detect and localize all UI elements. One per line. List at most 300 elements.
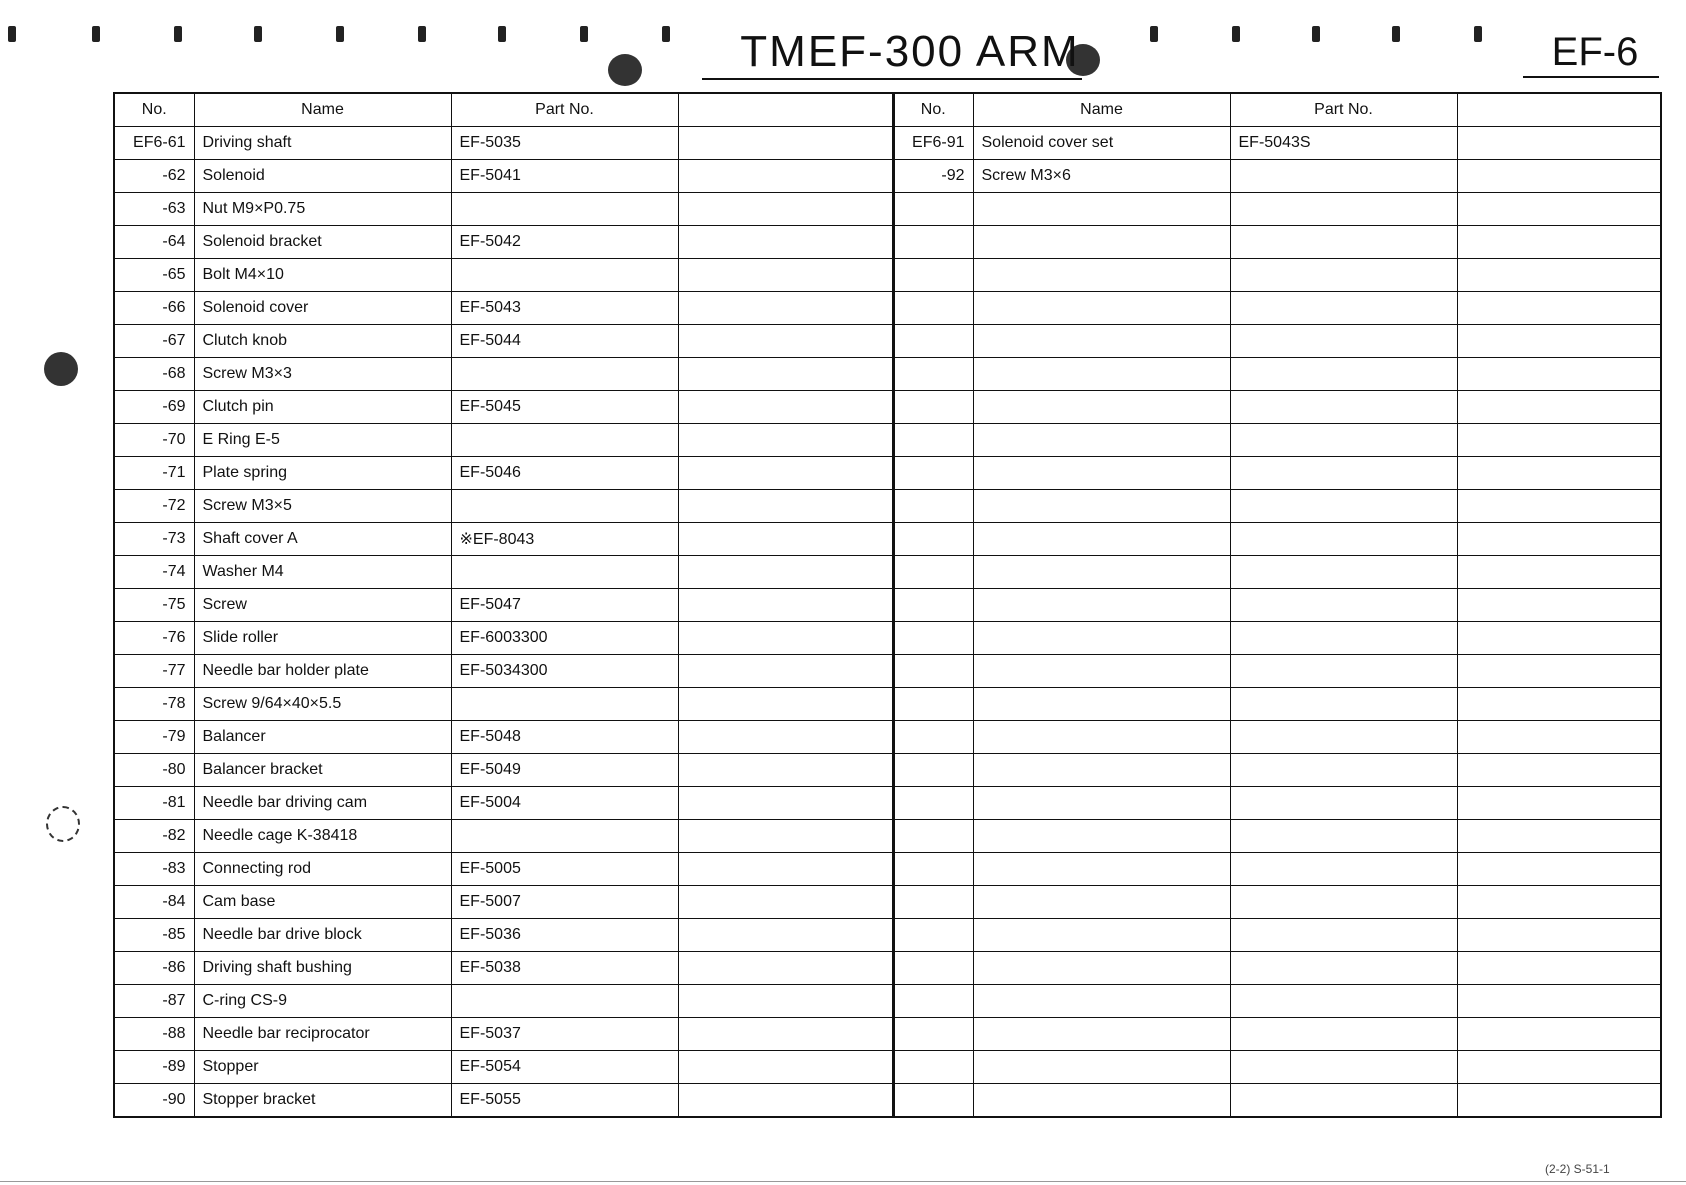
- table-row: [114, 292, 894, 325]
- punch-hole-ring: [46, 806, 80, 842]
- part-name: Clutch knob: [194, 325, 451, 358]
- table-row: [893, 457, 1661, 490]
- part-number-index: [893, 358, 973, 391]
- table-row: [114, 160, 894, 193]
- part-number-index: [893, 688, 973, 721]
- part-name: Screw 9/64×40×5.5: [194, 688, 451, 721]
- part-code: [1230, 787, 1457, 820]
- part-number-index: -85: [114, 919, 194, 952]
- part-code: EF-5036: [451, 919, 678, 952]
- part-number-index: [893, 886, 973, 919]
- remarks-cell: [678, 721, 894, 754]
- part-name: [973, 787, 1230, 820]
- column-header-no: No.: [893, 93, 973, 127]
- part-name: [973, 325, 1230, 358]
- table-row: [114, 589, 894, 622]
- binder-hole-mark: [254, 26, 262, 42]
- part-number-index: -83: [114, 853, 194, 886]
- remarks-cell: [678, 226, 894, 259]
- part-code: EF-6003300: [451, 622, 678, 655]
- table-row: [893, 1018, 1661, 1051]
- part-name: Balancer bracket: [194, 754, 451, 787]
- remarks-cell: [1457, 523, 1661, 556]
- part-name: Stopper: [194, 1051, 451, 1084]
- remarks-cell: [678, 820, 894, 853]
- remarks-cell: [678, 193, 894, 226]
- part-number-index: -76: [114, 622, 194, 655]
- punch-hole-blot: [44, 352, 78, 386]
- part-name: Shaft cover A: [194, 523, 451, 556]
- part-number-index: [893, 1084, 973, 1118]
- binder-hole-mark: [580, 26, 588, 42]
- part-name: Slide roller: [194, 622, 451, 655]
- part-code: [1230, 622, 1457, 655]
- part-name: Nut M9×P0.75: [194, 193, 451, 226]
- part-name: Solenoid cover: [194, 292, 451, 325]
- table-row: [114, 556, 894, 589]
- remarks-cell: [1457, 622, 1661, 655]
- table-row: [114, 127, 894, 160]
- remarks-cell: [678, 886, 894, 919]
- part-code: EF-5035: [451, 127, 678, 160]
- remarks-cell: [1457, 1084, 1661, 1118]
- part-code: [451, 985, 678, 1018]
- part-number-index: [893, 1051, 973, 1084]
- part-number-index: [893, 391, 973, 424]
- column-header-blank: [678, 93, 894, 127]
- part-code: [1230, 1018, 1457, 1051]
- table-row: [114, 985, 894, 1018]
- remarks-cell: [678, 1051, 894, 1084]
- part-code: [1230, 556, 1457, 589]
- part-name: [973, 1084, 1230, 1118]
- remarks-cell: [1457, 655, 1661, 688]
- part-name: Cam base: [194, 886, 451, 919]
- remarks-cell: [678, 1018, 894, 1051]
- part-number-index: [893, 1018, 973, 1051]
- page-bottom-rule: [0, 1181, 1686, 1182]
- part-name: Stopper bracket: [194, 1084, 451, 1118]
- remarks-cell: [1457, 226, 1661, 259]
- part-code: EF-5034300: [451, 655, 678, 688]
- part-number-index: -84: [114, 886, 194, 919]
- part-name: Plate spring: [194, 457, 451, 490]
- title-underline: [702, 78, 1082, 80]
- part-code: [1230, 193, 1457, 226]
- remarks-cell: [1457, 688, 1661, 721]
- part-code: [1230, 589, 1457, 622]
- part-number-index: -80: [114, 754, 194, 787]
- remarks-cell: [1457, 424, 1661, 457]
- remarks-cell: [678, 1084, 894, 1118]
- table-row: [893, 1051, 1661, 1084]
- part-name: Solenoid bracket: [194, 226, 451, 259]
- part-name: [973, 490, 1230, 523]
- table-row: [114, 523, 894, 556]
- remarks-cell: [1457, 556, 1661, 589]
- part-name: Screw: [194, 589, 451, 622]
- table-row: [893, 259, 1661, 292]
- table-row: [893, 853, 1661, 886]
- remarks-cell: [678, 589, 894, 622]
- part-name: Clutch pin: [194, 391, 451, 424]
- part-code: EF-5043S: [1230, 127, 1457, 160]
- part-code: [451, 259, 678, 292]
- table-row: [114, 358, 894, 391]
- part-code: [1230, 985, 1457, 1018]
- part-name: Needle cage K-38418: [194, 820, 451, 853]
- part-name: [973, 655, 1230, 688]
- part-name: [973, 721, 1230, 754]
- remarks-cell: [1457, 193, 1661, 226]
- table-row: [114, 886, 894, 919]
- part-number-index: [893, 655, 973, 688]
- part-code: [1230, 688, 1457, 721]
- table-row: [114, 193, 894, 226]
- table-row: [114, 853, 894, 886]
- part-name: Washer M4: [194, 556, 451, 589]
- part-code: [1230, 325, 1457, 358]
- part-name: [973, 457, 1230, 490]
- binder-hole-mark: [92, 26, 100, 42]
- part-code: [451, 556, 678, 589]
- binder-hole-mark: [174, 26, 182, 42]
- part-name: Needle bar driving cam: [194, 787, 451, 820]
- remarks-cell: [678, 259, 894, 292]
- part-number-index: [893, 820, 973, 853]
- part-number-index: -68: [114, 358, 194, 391]
- table-row: [114, 952, 894, 985]
- part-code: [1230, 1051, 1457, 1084]
- table-row: [893, 655, 1661, 688]
- part-name: Driving shaft: [194, 127, 451, 160]
- part-number-index: -87: [114, 985, 194, 1018]
- table-header-row: [114, 93, 894, 127]
- table-row: [893, 391, 1661, 424]
- table-row: [893, 919, 1661, 952]
- part-number-index: -79: [114, 721, 194, 754]
- remarks-cell: [678, 655, 894, 688]
- part-number-index: [893, 787, 973, 820]
- part-number-index: [893, 853, 973, 886]
- part-name: [973, 985, 1230, 1018]
- part-code: EF-5046: [451, 457, 678, 490]
- part-code: [1230, 655, 1457, 688]
- part-number-index: EF6-91: [893, 127, 973, 160]
- part-code: [1230, 853, 1457, 886]
- parts-table-right-body: [893, 127, 1661, 1118]
- table-row: [114, 820, 894, 853]
- part-code: EF-5048: [451, 721, 678, 754]
- part-number-index: [893, 424, 973, 457]
- remarks-cell: [678, 424, 894, 457]
- remarks-cell: [1457, 589, 1661, 622]
- part-code: [451, 490, 678, 523]
- table-row: [114, 1018, 894, 1051]
- part-name: E Ring E-5: [194, 424, 451, 457]
- table-row: [114, 721, 894, 754]
- remarks-cell: [1457, 457, 1661, 490]
- part-number-index: -69: [114, 391, 194, 424]
- remarks-cell: [1457, 919, 1661, 952]
- part-number-index: [893, 226, 973, 259]
- part-name: Needle bar reciprocator: [194, 1018, 451, 1051]
- binder-hole-mark: [1232, 26, 1240, 42]
- table-row: [114, 391, 894, 424]
- part-number-index: -66: [114, 292, 194, 325]
- remarks-cell: [678, 391, 894, 424]
- part-name: [973, 358, 1230, 391]
- part-code: EF-5043: [451, 292, 678, 325]
- part-number-index: [893, 325, 973, 358]
- part-code: [451, 193, 678, 226]
- part-code: EF-5054: [451, 1051, 678, 1084]
- part-number-index: -82: [114, 820, 194, 853]
- part-name: [973, 193, 1230, 226]
- table-row: [114, 655, 894, 688]
- remarks-cell: [678, 787, 894, 820]
- part-code: [451, 820, 678, 853]
- binder-hole-mark: [1474, 26, 1482, 42]
- table-row: [893, 1084, 1661, 1118]
- part-number-index: -72: [114, 490, 194, 523]
- part-number-index: [893, 259, 973, 292]
- part-code: ※EF-8043: [451, 523, 678, 556]
- part-code: EF-5037: [451, 1018, 678, 1051]
- remarks-cell: [678, 358, 894, 391]
- part-code: [451, 688, 678, 721]
- part-number-index: [893, 490, 973, 523]
- part-code: [1230, 721, 1457, 754]
- binder-hole-mark: [1312, 26, 1320, 42]
- punch-hole-blot: [608, 54, 642, 86]
- part-name: [973, 886, 1230, 919]
- remarks-cell: [1457, 391, 1661, 424]
- part-number-index: -65: [114, 259, 194, 292]
- remarks-cell: [1457, 160, 1661, 193]
- part-code: [1230, 259, 1457, 292]
- part-number-index: [893, 622, 973, 655]
- part-number-index: [893, 556, 973, 589]
- parts-table-right: [892, 92, 1662, 1118]
- part-name: [973, 259, 1230, 292]
- part-number-index: [893, 985, 973, 1018]
- remarks-cell: [678, 556, 894, 589]
- remarks-cell: [1457, 325, 1661, 358]
- remarks-cell: [678, 985, 894, 1018]
- part-number-index: -70: [114, 424, 194, 457]
- column-header-blank: [1457, 93, 1661, 127]
- table-row: [893, 127, 1661, 160]
- table-row: [114, 490, 894, 523]
- binder-hole-mark: [418, 26, 426, 42]
- part-name: Needle bar holder plate: [194, 655, 451, 688]
- part-name: [973, 622, 1230, 655]
- part-number-index: EF6-61: [114, 127, 194, 160]
- part-code: [1230, 391, 1457, 424]
- part-code: EF-5005: [451, 853, 678, 886]
- part-number-index: -73: [114, 523, 194, 556]
- part-code: [1230, 1084, 1457, 1118]
- parts-table-left-body: [114, 127, 894, 1118]
- part-number-index: -64: [114, 226, 194, 259]
- part-name: Screw M3×3: [194, 358, 451, 391]
- part-code: [1230, 754, 1457, 787]
- part-name: [973, 391, 1230, 424]
- remarks-cell: [1457, 985, 1661, 1018]
- remarks-cell: [678, 919, 894, 952]
- remarks-cell: [678, 292, 894, 325]
- table-row: [893, 358, 1661, 391]
- remarks-cell: [678, 622, 894, 655]
- remarks-cell: [678, 853, 894, 886]
- part-number-index: -62: [114, 160, 194, 193]
- binder-hole-mark: [662, 26, 670, 42]
- table-row: [893, 985, 1661, 1018]
- table-row: [114, 259, 894, 292]
- table-row: [893, 424, 1661, 457]
- part-name: [973, 853, 1230, 886]
- part-name: Bolt M4×10: [194, 259, 451, 292]
- table-row: [114, 226, 894, 259]
- part-number-index: -74: [114, 556, 194, 589]
- part-code: [1230, 952, 1457, 985]
- part-number-index: [893, 919, 973, 952]
- part-code: [1230, 358, 1457, 391]
- binder-hole-mark: [336, 26, 344, 42]
- part-name: [973, 226, 1230, 259]
- remarks-cell: [1457, 886, 1661, 919]
- part-name: [973, 1051, 1230, 1084]
- part-code: EF-5047: [451, 589, 678, 622]
- table-row: [893, 490, 1661, 523]
- table-row: [114, 325, 894, 358]
- binder-hole-mark: [1150, 26, 1158, 42]
- table-row: [893, 556, 1661, 589]
- part-name: [973, 820, 1230, 853]
- remarks-cell: [1457, 820, 1661, 853]
- table-row: [893, 754, 1661, 787]
- page-title: TMEF-300 ARM: [740, 27, 1080, 76]
- part-code: EF-5038: [451, 952, 678, 985]
- table-row: [893, 820, 1661, 853]
- part-code: [451, 358, 678, 391]
- column-header-name: Name: [973, 93, 1230, 127]
- part-code: [1230, 292, 1457, 325]
- table-row: [114, 787, 894, 820]
- part-name: [973, 556, 1230, 589]
- binder-hole-mark: [1392, 26, 1400, 42]
- part-code: [451, 424, 678, 457]
- part-name: Solenoid cover set: [973, 127, 1230, 160]
- part-code: EF-5055: [451, 1084, 678, 1118]
- part-number-index: -67: [114, 325, 194, 358]
- column-header-name: Name: [194, 93, 451, 127]
- part-name: [973, 952, 1230, 985]
- remarks-cell: [1457, 853, 1661, 886]
- part-number-index: [893, 457, 973, 490]
- remarks-cell: [678, 523, 894, 556]
- table-row: [893, 721, 1661, 754]
- part-name: Screw M3×5: [194, 490, 451, 523]
- binder-hole-mark: [8, 26, 16, 42]
- remarks-cell: [678, 688, 894, 721]
- table-row: [893, 523, 1661, 556]
- table-row: [893, 292, 1661, 325]
- part-number-index: [893, 754, 973, 787]
- part-number-index: [893, 523, 973, 556]
- table-row: [893, 688, 1661, 721]
- part-code: [1230, 226, 1457, 259]
- part-code: EF-5049: [451, 754, 678, 787]
- table-row: [893, 325, 1661, 358]
- part-code: EF-5004: [451, 787, 678, 820]
- part-code: EF-5044: [451, 325, 678, 358]
- part-number-index: [893, 193, 973, 226]
- remarks-cell: [678, 160, 894, 193]
- part-number-index: -75: [114, 589, 194, 622]
- part-number-index: -88: [114, 1018, 194, 1051]
- part-number-index: [893, 589, 973, 622]
- part-code: [1230, 490, 1457, 523]
- column-header-no: No.: [114, 93, 194, 127]
- remarks-cell: [678, 490, 894, 523]
- page-header: [0, 0, 1686, 90]
- remarks-cell: [1457, 127, 1661, 160]
- part-number-index: -77: [114, 655, 194, 688]
- table-row: [893, 787, 1661, 820]
- part-code: EF-5045: [451, 391, 678, 424]
- table-row: [114, 919, 894, 952]
- remarks-cell: [1457, 1018, 1661, 1051]
- remarks-cell: [678, 325, 894, 358]
- remarks-cell: [1457, 952, 1661, 985]
- table-row: [114, 424, 894, 457]
- part-name: Needle bar drive block: [194, 919, 451, 952]
- part-name: [973, 589, 1230, 622]
- part-number-index: -63: [114, 193, 194, 226]
- remarks-cell: [1457, 721, 1661, 754]
- table-row: [893, 193, 1661, 226]
- part-code: [1230, 886, 1457, 919]
- part-name: C-ring CS-9: [194, 985, 451, 1018]
- part-code: [1230, 424, 1457, 457]
- page-code-underline: [1523, 76, 1659, 78]
- part-code: [1230, 820, 1457, 853]
- part-number-index: [893, 952, 973, 985]
- part-name: Solenoid: [194, 160, 451, 193]
- part-name: [973, 424, 1230, 457]
- part-name: [973, 292, 1230, 325]
- remarks-cell: [1457, 358, 1661, 391]
- table-row: [893, 886, 1661, 919]
- part-name: Balancer: [194, 721, 451, 754]
- table-row: [893, 952, 1661, 985]
- part-code: EF-5041: [451, 160, 678, 193]
- part-code: EF-5042: [451, 226, 678, 259]
- part-name: Driving shaft bushing: [194, 952, 451, 985]
- table-row: [893, 160, 1661, 193]
- parts-table-left: [113, 92, 895, 1118]
- table-row: [114, 1051, 894, 1084]
- table-row: [114, 688, 894, 721]
- table-row: [114, 622, 894, 655]
- remarks-cell: [678, 127, 894, 160]
- remarks-cell: [678, 754, 894, 787]
- part-name: [973, 688, 1230, 721]
- part-name: Screw M3×6: [973, 160, 1230, 193]
- part-name: [973, 523, 1230, 556]
